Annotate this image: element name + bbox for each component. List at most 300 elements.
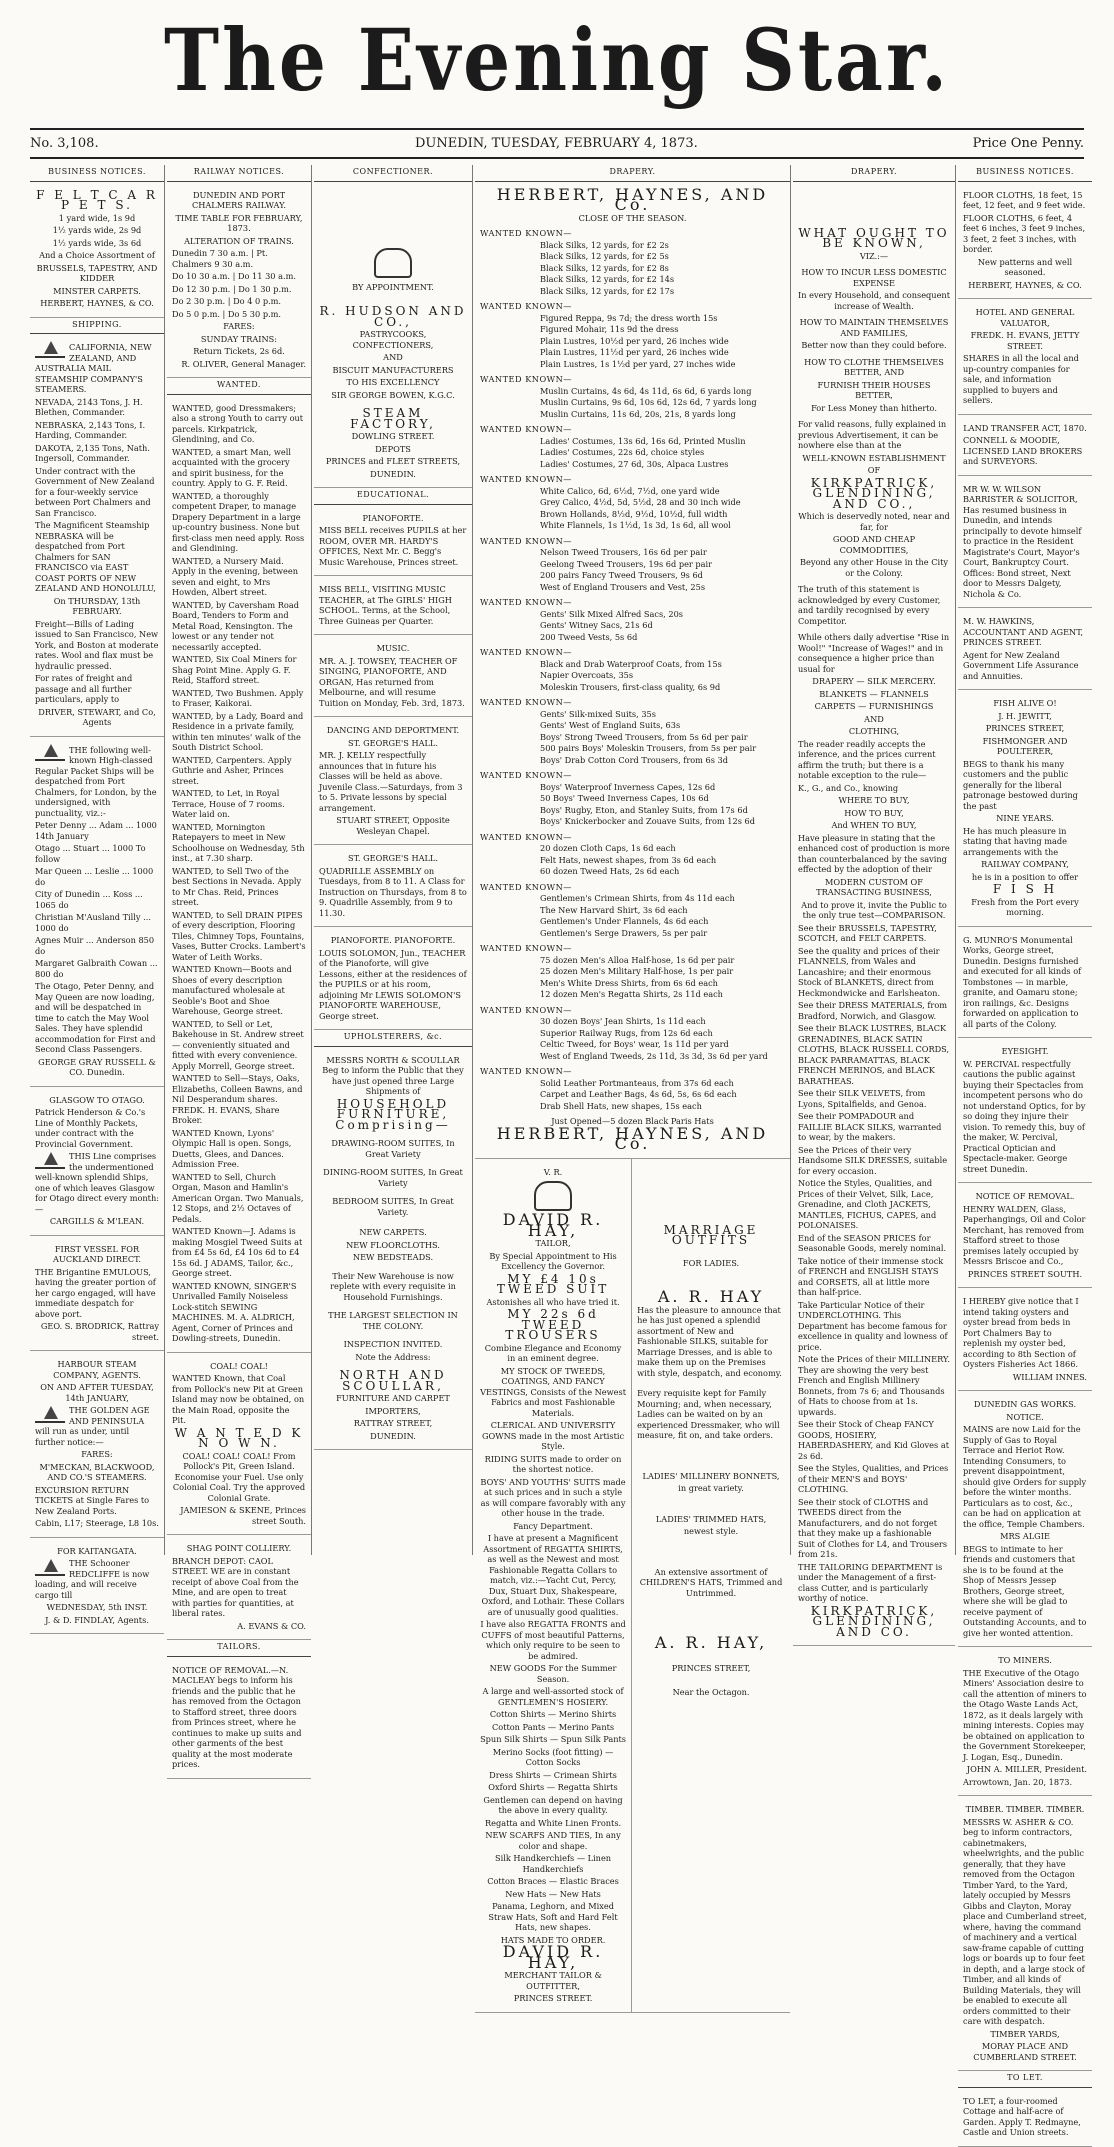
ad-title: PIANOFORTE. bbox=[362, 512, 424, 523]
table-row: Agnes Muir ... Anderson 850 do bbox=[35, 935, 155, 956]
ad-body: He has much pleasure in stating that having made arrangements with the bbox=[963, 825, 1067, 857]
ad-body: MESSRS W. ASHER & CO. beg to inform contractors, cabinetmakers, wheelwrights, and the public generally, that they have removed from the Octagon Timber Yard, to the Yard, lately occupied by Messrs Gibbs and Clayton, Moray place and Cumberland street, where, having the command of machinery and a vertical saw-frame capable of cutting logs or boards up to four feet in depth, and a large stock of Timber, and all kinds of Building Materials, they will be enabled to execute all orders committed to their care with despatch. bbox=[963, 1816, 1087, 2026]
ad-signature: GEORGE GRAY RUSSELL & CO. Dunedin. bbox=[38, 1056, 156, 1077]
ad-line: PASTRYCOOKS, CONFECTIONERS, bbox=[352, 329, 434, 350]
kaitangata-ad bbox=[30, 1538, 164, 1635]
item-line: Superior Railway Rugs, from 12s 6d each bbox=[540, 1027, 713, 1038]
ad-body: QUADRILLE ASSEMBLY on Tuesdays, from 8 to 11. A Class for Instruction on Thursdays, from 8 to 9. Quadrille Assembly, from 9 to 11.30. bbox=[319, 865, 467, 918]
item-line: Muslin Curtains, 4s 6d, 4s 11d, 6s 6d, 6 yards long bbox=[540, 385, 752, 396]
ad-line: RATTRAY STREET, bbox=[353, 1418, 433, 1428]
wanted-item: WANTED, to Let, in Royal Terrace, House of 7 rooms. Water laid on. bbox=[172, 788, 285, 819]
ad-body: CONNELL & MOODIE, LICENSED LAND BROKERS and SURVEYORS. bbox=[963, 435, 1083, 466]
ad-body: For rates of freight and passage and all further particulars, apply to bbox=[35, 673, 133, 704]
item-line: Muslin Curtains, 11s 6d, 20s, 21s, 8 yards long bbox=[540, 408, 736, 419]
ad-line: PRINCES STREET, bbox=[671, 1662, 751, 1673]
ad-line: INSPECTION INVITED. bbox=[343, 1339, 443, 1349]
wanted-item: WANTED, Carpenters. Apply Guthrie and Asher, Princes street. bbox=[172, 754, 292, 786]
wanted-known-block bbox=[480, 943, 785, 1000]
table-row: Christian M'Ausland Tilly ... 1000 do bbox=[35, 912, 151, 933]
ad-line: MY 22s 6d TWEED TROUSERS bbox=[505, 1307, 601, 1342]
item-line: Moleskin Trousers, first-class quality, 6s 9d bbox=[540, 681, 721, 692]
item-line: Dress Shirts — Crimean Shirts bbox=[489, 1769, 617, 1780]
item-line: Gents' Witney Sacs, 21s 6d bbox=[540, 620, 653, 630]
ad-line: 1½ yards wide, 2s 9d bbox=[52, 225, 142, 235]
wanted-item: WANTED, a smart Man, well acquainted with the grocery and spirit business, for the country. Apply to G. F. Reid. bbox=[172, 446, 291, 488]
ad-title: F E L T C A R P E T S. bbox=[36, 187, 158, 212]
section-heading: UPHOLSTERERS, &c. bbox=[314, 1030, 472, 1047]
item-line: Boys' Strong Tweed Trousers, from 5s 6d per pair bbox=[540, 731, 748, 742]
item-line: Ladies' Costumes, 22s 6d, choice styles bbox=[540, 447, 705, 457]
item-line: 200 Tweed Vests, 5s 6d bbox=[540, 631, 638, 642]
ad-line: Fresh from the Port every morning. bbox=[971, 896, 1079, 917]
floorcloths-ad bbox=[958, 182, 1092, 300]
see-item: See their Stock of Cheap FANCY GOODS, HOSIERY, HABERDASHERY, and Kid Gloves at 2s 6d. bbox=[798, 1419, 949, 1461]
ad-body: MR. J. KELLY respectfully announces that in future his Classes will be held as above. Juvenile Class.—Saturdays, from 3 to 5. Private lessons by special arrangement. bbox=[319, 750, 463, 813]
wanted-known-block bbox=[480, 301, 785, 369]
ad-line: PRINCES STREET SOUTH. bbox=[967, 1268, 1083, 1279]
ad-body: The Magnificent Steamship NEBRASKA will be despatched from Port Chalmers for SAN FRANCISCO via EAST COAST PORTS OF NEW ZEALAND AND HONOLULU, bbox=[35, 520, 156, 593]
wanted-known-block bbox=[480, 647, 785, 692]
ad-line: And a Choice Assortment of bbox=[39, 250, 155, 260]
ad-line: K., G., and Co., knowing bbox=[798, 782, 899, 793]
see-item: End of the SEASON PRICES for Seasonable Goods, merely nominal. bbox=[798, 1232, 947, 1253]
miners-ad bbox=[958, 1647, 1092, 1796]
wanted-label: WANTED KNOWN— bbox=[480, 831, 572, 842]
item-line: Boys' Rugby, Eton, and Stanley Suits, from 17s 6d bbox=[540, 804, 748, 815]
see-item: Take Particular Notice of their UNDERCLOTHING. This Department has become famous for excellence in quality and lowness of price. bbox=[798, 1299, 948, 1352]
ad-title: DAVID R. HAY, bbox=[502, 1942, 604, 1972]
ad-signature: HERBERT, HAYNES, & CO. bbox=[40, 298, 154, 308]
ad-body: Every requisite kept for Family Mourning; and, when necessary, Ladies can be waited on by an experienced Dressmaker, who will measure, fit on, and take orders. bbox=[637, 1388, 780, 1440]
ad-title: PIANOFORTE. PIANOFORTE. bbox=[330, 935, 456, 945]
see-item: See their SILK VELVETS, from Lyons, Spitalfields, and Genoa. bbox=[798, 1088, 927, 1109]
ad-title: W A N T E D K N O W N. bbox=[174, 1425, 304, 1450]
item-line: Felt Hats, newest shapes, from 3s 6d each bbox=[540, 854, 717, 865]
wanted-label: WANTED KNOWN— bbox=[480, 697, 572, 707]
column-heading: DRAPERY. bbox=[793, 165, 955, 182]
item-line: Silk Handkerchiefs — Linen Handkerchiefs bbox=[495, 1853, 612, 1874]
ad-title: LAND TRANSFER ACT, 1870. bbox=[963, 422, 1087, 433]
ad-subtitle: ON AND AFTER TUESDAY, 14th JANUARY, bbox=[40, 1382, 154, 1403]
ad-line: And to prove it, invite the Public to the only true test—COMPARISON. bbox=[801, 899, 947, 920]
gas-works-ad bbox=[958, 1391, 1092, 1647]
issue-bar bbox=[30, 132, 1084, 154]
ad-line: DOWLING STREET. bbox=[351, 431, 435, 441]
walden-ad bbox=[958, 1183, 1092, 1288]
ad-title: CALIFORNIA, NEW ZEALAND, AND AUSTRALIA MAIL STEAMSHIP COMPANY'S STEAMERS. bbox=[35, 342, 152, 394]
ad-line: FISHMONGER AND POULTERER, bbox=[982, 735, 1068, 756]
ad-title: HERBERT, HAYNES, AND Co. bbox=[496, 184, 769, 214]
ad-line: F I S H bbox=[992, 882, 1058, 896]
item-line: Napier Overcoats, 35s bbox=[540, 670, 634, 680]
ad-subtitle: ALTERATION OF TRAINS. bbox=[184, 235, 294, 246]
wanted-item: WANTED, to Sell or Let, Bakehouse in St. Andrew street — conveniently situated and fitted with every convenience. Apply Morrell, George street. bbox=[172, 1018, 304, 1071]
ad-line: CARPETS — FURNISHINGS bbox=[814, 701, 934, 711]
table-row: Margaret Galbraith Cowan ... 800 do bbox=[35, 958, 158, 979]
ad-line: LADIES' TRIMMED HATS, bbox=[655, 1513, 767, 1524]
split-row bbox=[475, 1159, 790, 2013]
ad-line: BRUSSELS, TAPESTRY, AND KIDDER bbox=[36, 262, 158, 283]
item-line: Celtic Tweed, for Boys' wear, 1s 11d per yard bbox=[540, 1039, 729, 1049]
royal-crest-icon bbox=[374, 248, 412, 278]
wanted-known-block bbox=[480, 1005, 785, 1062]
ad-title: MUSIC. bbox=[376, 643, 410, 653]
ad-line: TO HIS EXCELLENCY bbox=[346, 377, 440, 387]
ad-body: THE Schooner REDCLIFFE is now loading, and will receive cargo till bbox=[35, 1558, 150, 1600]
ad-line: Combine Elegance and Economy in an eminent degree. bbox=[484, 1342, 622, 1363]
ship-icon bbox=[35, 1558, 65, 1576]
ad-line: NINE YEARS. bbox=[996, 813, 1054, 823]
wilson-ad bbox=[958, 476, 1092, 609]
music-ad bbox=[314, 635, 472, 717]
innes-ad bbox=[958, 1288, 1092, 1391]
see-item: See their BRUSSELS, TAPESTRY, SCOTCH, and FELT CARPETS. bbox=[798, 922, 937, 943]
ad-body: WANTED Known, that Coal from Pollock's new Pit at Green Island may now be obtained, on the Main Road, opposite the Pit. bbox=[172, 1373, 305, 1425]
ad-body: W. PERCIVAL respectfully cautions the public against buying their Spectacles from incompetent persons who do not understand Optics, for by so doing they injure their vision. To remedy this, buy of the maker, W. Percival, Practical Optician and Spectacle-maker. George street Dunedin. bbox=[963, 1058, 1086, 1174]
royal-crest-icon bbox=[534, 1181, 572, 1211]
ad-title: DUNEDIN AND PORT CHALMERS RAILWAY. bbox=[191, 189, 287, 210]
item-line: Black Silks, 12 yards, for £2 8s bbox=[540, 262, 669, 273]
north-scoullar-ad bbox=[314, 1047, 472, 1451]
ad-subtitle: HATS MADE TO ORDER. bbox=[500, 1934, 606, 1945]
item-line: Gentlemen's Serge Drawers, 5s per pair bbox=[540, 927, 708, 938]
item-line: Ladies' Costumes, 27 6d, 30s, Alpaca Lustres bbox=[540, 458, 729, 469]
ad-signature: JOHN A. MILLER, President. bbox=[966, 1764, 1087, 1774]
column-heading: BUSINESS NOTICES. bbox=[30, 165, 164, 182]
ad-line: Near the Octagon. bbox=[672, 1687, 750, 1697]
timetable-row: Do 5 0 p.m. | Do 5 30 p.m. bbox=[172, 308, 282, 319]
table-row: City of Dunedin ... Koss ... 1065 do bbox=[35, 889, 143, 910]
ad-body: I have also REGATTA FRONTS and CUFFS of most beautiful Patterns, which only require to be seen to be admired. bbox=[480, 1619, 626, 1661]
wanted-item: WANTED Known—J. Adams is making Mosgiel Tweed Suits at from £4 5s 6d, £4 10s 6d to £4 15s 6d. J ADAMS, Tailor, &c., George street. bbox=[172, 1226, 303, 1278]
ad-line: PRINCES and FLEET STREETS, bbox=[325, 456, 461, 466]
ad-body: CLERICAL AND UNIVERSITY GOWNS made in the most Artistic Style. bbox=[481, 1420, 625, 1451]
newspaper-title: The Evening Star. bbox=[164, 11, 950, 111]
ad-subtitle: BY APPOINTMENT. bbox=[352, 281, 434, 292]
timetable-row: Do 2 30 p.m. | Do 4 0 p.m. bbox=[172, 296, 282, 306]
ad-line: RAILWAY COMPANY, bbox=[981, 859, 1069, 869]
ad-body: M. W. HAWKINS, ACCOUNTANT AND AGENT, PRINCES STREET. bbox=[963, 616, 1084, 647]
timetable-row: Do 12 30 p.m. | Do 1 30 p.m. bbox=[172, 283, 292, 294]
ad-signature: HERBERT, HAYNES, & CO. bbox=[968, 279, 1082, 290]
ad-line: FURNITURE AND CARPET bbox=[336, 1393, 450, 1403]
item-line: Black Silks, 12 yards, for £2 14s bbox=[540, 274, 675, 284]
item-line: The New Harvard Shirt, 3s 6d each bbox=[540, 904, 688, 915]
ad-body: BEGS to intimate to her friends and customers that she is to be found at the Shop of Messrs Jessep Brothers, George street, where she will be glad to receive payment of Outstanding Accounts, and to give her wonted attention. bbox=[963, 1543, 1087, 1638]
ad-body: Have pleasure in stating that the enhanced cost of production is more than counterbalanced by the saving effected by the adoption of their bbox=[798, 832, 950, 874]
ad-body: I HEREBY give notice that I intend taking oysters and oyster bread from beds in Port Chalmers Bay to replenish my oyster bed, according to 8th Section of Oysters Fisheries Act 1866. bbox=[963, 1296, 1079, 1369]
item-line: Men's White Dress Shirts, from 6s 6d each bbox=[540, 977, 718, 988]
see-item: Note the Prices of their MILLINERY. They are showing the very best French and English Millinery Bonnets, from 7s 6; and Thousands of Hats to choose from at 1s. upwards. bbox=[798, 1354, 950, 1417]
ship-icon bbox=[35, 743, 65, 761]
column-heading: BUSINESS NOTICES. bbox=[958, 165, 1092, 182]
ad-line: NEW FLOORCLOTHS. bbox=[346, 1239, 440, 1250]
price: Price One Penny. bbox=[972, 136, 1084, 151]
ad-body: NEW SCARFS AND TIES, In any color and shape. bbox=[485, 1830, 621, 1851]
column-drapery-kirkpatrick bbox=[793, 165, 956, 1639]
ad-line: OF bbox=[867, 465, 881, 475]
dancing-ad bbox=[314, 717, 472, 845]
ad-line: Note the Address: bbox=[355, 1351, 431, 1362]
item-line: Oxford Shirts — Regatta Shirts bbox=[488, 1782, 618, 1792]
ad-body: Regatta and White Linen Fronts. bbox=[484, 1817, 622, 1828]
dateline: DUNEDIN, TUESDAY, FEBRUARY 4, 1873. bbox=[415, 136, 698, 151]
ad-title: HOUSEHOLD FURNITURE, Comprising— bbox=[335, 1096, 451, 1132]
see-item: See the quality and prices of their FLANNELS, from Wales and Lancashire; and their enormous Stock of BLANKETS, direct from Heckmondwicke and Earlsheaton. bbox=[798, 945, 941, 998]
item-line: Grey Calico, 4½d, 5d, 5½d, 28 and 30 inch wide bbox=[540, 497, 741, 507]
ship-icon bbox=[35, 1151, 65, 1169]
ad-line: HOW TO INCUR LESS DOMESTIC EXPENSE bbox=[801, 267, 947, 288]
item-line: Black Silks, 12 yards, for £2 17s bbox=[540, 285, 675, 296]
ad-line: Astonishes all who have tried it. bbox=[486, 1296, 620, 1307]
wanted-label: WANTED KNOWN— bbox=[480, 647, 572, 657]
ad-body: THIS Line comprises the undermentioned well-known splendid Ships, one of which leaves Glasgow for Otago direct every month:— bbox=[35, 1151, 159, 1214]
wanted-item: WANTED Known—Boots and Shoes of every description manufactured wholesale at Seoble's Boot and Shoe Warehouse, George street. bbox=[172, 964, 292, 1016]
item-line: Figured Mohair, 11s 9d the dress bbox=[540, 324, 679, 334]
ad-body: MR W. W. WILSON BARRISTER & SOLICITOR, Has resumed business in Dunedin, and intends principally to devote himself to practice in the Resident Magistrate's Court, Mayor's Court, Bankruptcy Court. Offices: Bond street, Next door to Messrs Dalgety, Nichola & Co. bbox=[963, 483, 1082, 599]
wanted-known-block bbox=[480, 697, 785, 765]
ar-hay-ad bbox=[632, 1159, 790, 2013]
ad-body: For valid reasons, fully explained in previous Advertisement, it can be nowhere else than at the bbox=[798, 419, 947, 450]
ad-line: DRAWING-ROOM SUITES, In Great Variety bbox=[331, 1138, 455, 1159]
ad-body: STUART STREET, Opposite Wesleyan Chapel. bbox=[336, 815, 450, 836]
timetable-row: Do 10 30 a.m. | Do 11 30 a.m. bbox=[172, 271, 296, 281]
column-heading: RAILWAY NOTICES. bbox=[167, 165, 311, 182]
ad-line: newest style. bbox=[683, 1526, 739, 1536]
ad-line: HOW TO BUY, bbox=[844, 807, 904, 818]
item-line: Gentlemen's Under Flannels, 4s 6d each bbox=[540, 916, 709, 926]
wanted-item: WANTED, a Nursery Maid. Apply in the evening, between seven and eight, to Mrs Howden, Albert street. bbox=[172, 555, 299, 597]
wanted-item: WANTED, Six Coal Miners for Shag Point Mine. Apply G. F. Reid, Stafford street. bbox=[172, 654, 297, 685]
ad-title: MRS ALGIE bbox=[1000, 1531, 1050, 1541]
wanted-known-block bbox=[480, 228, 785, 296]
wanted-item: WANTED to Sell—Stays, Oaks, Elizabeths, Colleen Bawns, and Nil Desperandum shares. FREDK. H. EVANS, Share Broker. bbox=[172, 1073, 303, 1125]
item-line: Gents' Silk-mixed Suits, 35s bbox=[540, 708, 656, 719]
ad-title: TIMBER. TIMBER. TIMBER. bbox=[965, 1804, 1085, 1814]
ad-body: FLOOR CLOTHS, 18 feet, 15 feet, 12 feet, and 9 feet wide. bbox=[963, 189, 1086, 210]
item-line: Cotton Shirts — Merino Shirts bbox=[489, 1709, 617, 1719]
ad-body: The Otago, Peter Denny, and May Queen are now loading, and will be despatched in time to catch the May Wool Sales. They have splendid accommodation for First and Second Class Passengers. bbox=[35, 981, 156, 1054]
ad-subtitle: ST. GEORGE'S HALL. bbox=[348, 737, 438, 748]
see-item: See their POMPADOUR and FAILLIE BLACK SILKS, warranted to wear, by the makers. bbox=[798, 1111, 942, 1142]
wanted-label: WANTED KNOWN— bbox=[480, 474, 572, 484]
column-confectioner-educational bbox=[314, 165, 473, 1555]
ad-body: Has the pleasure to announce that he has just opened a splendid assortment of New and Fashionable SILKS, suitable for Marriage Dresses, and is able to make them up on the Premises with style, despatch, and economy. bbox=[637, 1304, 782, 1378]
ad-line: MY £4 10s TWEED SUIT bbox=[496, 1271, 610, 1296]
ad-body: THE GOLDEN AGE AND PENINSULA will run as under, until further notice:— bbox=[35, 1405, 150, 1447]
ad-line: DINING-ROOM SUITES, In Great Variety bbox=[323, 1167, 463, 1188]
ad-line: HOW TO CLOTHE THEMSELVES BETTER, AND bbox=[804, 356, 944, 377]
column-heading: DRAPERY. bbox=[475, 165, 790, 182]
ad-date: Arrowtown, Jan. 20, 1873. bbox=[963, 1776, 1073, 1787]
wanted-item: WANTED to Sell, Church Organ, Mason and Hamlin's American Organ. Two Manuals, 12 Stops, and 2½ Octaves of Pedals. bbox=[172, 1171, 304, 1224]
wanted-item: WANTED, by Caversham Road Board, Tenders to Form and Metal Road, Kensington. The lowest or any tender not necessarily accepted. bbox=[172, 599, 299, 652]
ad-line: TAILOR, bbox=[535, 1238, 571, 1248]
ad-line: DEPOTS bbox=[375, 443, 411, 454]
ship-icon bbox=[35, 1405, 65, 1423]
ad-subtitle: NEW GOODS For the Summer Season. bbox=[489, 1663, 617, 1684]
ad-body: Cabin, L17; Steerage, L8 10s. bbox=[35, 1518, 159, 1528]
ad-line: MORAY PLACE AND CUMBERLAND STREET. bbox=[973, 2041, 1077, 2062]
item-line: Plain Lustres, 10½d per yard, 26 inches wide bbox=[540, 335, 729, 346]
ad-line: 1 yard wide, 1s 9d bbox=[58, 212, 136, 223]
herbert-haynes-ad bbox=[475, 182, 790, 1159]
wanted-label: WANTED KNOWN— bbox=[480, 535, 572, 546]
ad-line: WELL-KNOWN ESTABLISHMENT bbox=[802, 452, 946, 463]
item-line: 12 dozen Men's Regatta Shirts, 2s 11d each bbox=[540, 989, 723, 999]
item-line: New Hats — New Hats bbox=[505, 1888, 601, 1899]
wanted-label: WANTED KNOWN— bbox=[480, 770, 572, 780]
item-line: 25 dozen Men's Military Half-hose, 1s per pair bbox=[540, 966, 734, 976]
ad-title: DUNEDIN GAS WORKS. bbox=[973, 1399, 1077, 1409]
ad-line: DUNEDIN. bbox=[370, 1430, 416, 1441]
ad-line: PRINCES STREET. bbox=[513, 1993, 593, 2003]
wanted-label: WANTED KNOWN— bbox=[480, 374, 572, 384]
ad-title: FIRST VESSEL FOR AUCKLAND DIRECT. bbox=[53, 1243, 141, 1264]
ad-line: BLANKETS — FLANNELS bbox=[819, 688, 929, 699]
item-line: Black Silks, 12 yards, for £2 2s bbox=[540, 239, 669, 250]
table-row: Peter Denny ... Adam ... 1000 14th January bbox=[35, 820, 157, 841]
david-hay-ad bbox=[475, 1159, 632, 2013]
ad-line: DRAPERY — SILK MERCERY. bbox=[812, 676, 936, 686]
ad-title: ST. GEORGE'S HALL. bbox=[348, 853, 438, 863]
ad-signature: A. EVANS & CO. bbox=[237, 1620, 306, 1631]
ad-title: R. HUDSON AND CO., bbox=[319, 304, 467, 329]
ad-line: WHERE TO BUY, bbox=[838, 795, 910, 805]
wanted-known-block bbox=[480, 770, 785, 827]
ad-body: Agent for New Zealand Government Life Assurance and Annuities. bbox=[963, 649, 1079, 681]
ad-body: The reader readily accepts the inference, and the prices current affirm the truth; but there is a notable exception to the rule— bbox=[798, 738, 936, 780]
see-item: Take notice of their immense stock of FRENCH and ENGLISH STAYS and CORSETS, all at little more than half-price. bbox=[798, 1255, 944, 1297]
ad-body: While others daily advertise "Rise in Wool!" "Increase of Wages!" and in consequence a higher price than usual for bbox=[798, 632, 950, 674]
ad-title: WHAT OUGHT TO BE KNOWN, bbox=[798, 225, 950, 250]
masthead bbox=[0, 0, 1114, 122]
wanted-label: WANTED KNOWN— bbox=[480, 881, 572, 892]
ad-subtitle: FOR LADIES. bbox=[682, 1257, 740, 1268]
ad-title: TO MINERS. bbox=[998, 1655, 1052, 1665]
ad-title: MARRIAGE OUTFITS bbox=[663, 1222, 759, 1247]
ad-body: MESSRS NORTH & SCOULLAR Beg to inform the Public that they have just opened three Large Shipments of bbox=[322, 1054, 464, 1096]
wanted-item: WANTED, to Sell Two of the best Sections in Nevada. Apply to Mr Chas. Reid, Princes street. bbox=[172, 865, 302, 907]
item-line: Boys' Drab Cotton Cord Trousers, from 6s 3d bbox=[540, 754, 729, 765]
column-business-notices bbox=[958, 165, 1092, 2137]
wanted-known-block bbox=[480, 832, 785, 877]
ad-line: In every Household, and consequent increase of Wealth. bbox=[798, 290, 950, 311]
ad-body: BOYS' AND YOUTHS' SUITS made at such prices and in such a style as will compare favorably with any other house in the trade. bbox=[480, 1476, 626, 1518]
item-line: Plain Lustres, 11½d per yard, 26 inches wide bbox=[540, 347, 729, 357]
ad-line: AND bbox=[864, 713, 884, 724]
ad-body: BEGS to thank his many customers and the public generally for the liberal patronage bestowed during the past bbox=[963, 758, 1078, 811]
table-row: Mar Queen ... Leslie ... 1000 do bbox=[35, 866, 154, 887]
ad-line: MINSTER CARPETS. bbox=[53, 285, 141, 296]
wanted-item: WANTED KNOWN, SINGER'S Unrivalled Family Noiseless Lock-stitch SEWING MACHINES. M. A. ALDRICH, Agent, Corner of Princes and Dowling-streets, Dunedin. bbox=[172, 1280, 297, 1343]
item-line: Gentlemen's Crimean Shirts, from 4s 11d each bbox=[540, 893, 735, 903]
wanted-known-block bbox=[480, 474, 785, 531]
item-line: Gents' West of England Suits, 63s bbox=[540, 720, 681, 730]
ad-title: SHAG POINT COLLIERY. bbox=[186, 1543, 292, 1553]
ad-subtitle: SUNDAY TRAINS: bbox=[200, 333, 278, 344]
ad-line: CLOTHING, bbox=[848, 726, 900, 736]
ad-signature: CARGILLS & M'LEAN. bbox=[49, 1216, 145, 1226]
ad-body: MISS BELL receives PUPILS at her ROOM, OVER MR. HARDY'S OFFICES, Next Mr. C. Begg's Music Warehouse, Princes street. bbox=[319, 525, 467, 567]
hawkins-ad bbox=[958, 608, 1092, 690]
item-line: Merino Socks (foot fitting) — Cotton Socks bbox=[492, 1746, 614, 1767]
item-line: 200 pairs Fancy Tweed Trousers, 9s 6d bbox=[540, 570, 703, 580]
see-item: See the Styles, Qualities, and Prices of their MEN'S and BOYS' CLOTHING. bbox=[798, 1463, 949, 1494]
column-business-shipping bbox=[30, 165, 165, 1625]
ad-signature: KIRKPATRICK, GLENDINING, AND CO. bbox=[810, 1603, 938, 1639]
ad-line: DAKOTA, 2,135 Tons, Nath. Ingersoll, Commander. bbox=[35, 442, 150, 463]
ad-line: NEVADA, 2143 Tons, J. H. Blethen, Commander. bbox=[35, 396, 143, 417]
railway-ad bbox=[167, 182, 311, 379]
ad-body: FLOOR CLOTHS, 6 feet, 4 feet 6 inches, 3 feet 9 inches, 3 feet, 2 feet 3 inches, with border. bbox=[963, 212, 1086, 254]
item-line: Figured Reppa, 9s 7d; the dress worth 15s bbox=[540, 312, 718, 323]
ad-subtitle: Fancy Department. bbox=[513, 1520, 593, 1531]
ad-signature: R. OLIVER, General Manager. bbox=[181, 358, 306, 369]
shag-point-ad bbox=[167, 1535, 311, 1640]
ad-title: A. R. HAY bbox=[657, 1287, 765, 1306]
wanted-known-block bbox=[480, 1066, 785, 1111]
ad-body: SHARES in all the local and up-country companies for sale, and information supplied to buyers and sellers. bbox=[963, 353, 1079, 405]
ad-title: A. R. HAY, bbox=[654, 1633, 768, 1652]
ad-body: An extensive assortment of CHILDREN'S HATS, Trimmed and Untrimmed. bbox=[639, 1566, 783, 1598]
item-line: Geelong Tweed Trousers, 19s 6d per pair bbox=[540, 558, 713, 569]
ad-title: NORTH AND SCOULLAR, bbox=[339, 1368, 447, 1393]
ad-subtitle: TIME TABLE FOR FEBRUARY, 1873. bbox=[175, 212, 303, 233]
ad-line: PRINCES STREET, bbox=[985, 723, 1065, 733]
ad-body: New patterns and well seasoned. bbox=[977, 256, 1073, 277]
wanted-known-block bbox=[480, 882, 785, 939]
ad-body: Just Opened—5 dozen Black Paris Hats bbox=[551, 1116, 714, 1126]
item-line: Spun Silk Shirts — Spun Silk Pants bbox=[480, 1734, 626, 1744]
ad-body: LOUIS SOLOMON, Jun., TEACHER of the Pianoforte, will give Lessons, either at the residences of the PUPILS or at his room, adjoining Mr LEWIS SOLOMON'S PIANOFORTE WAREHOUSE, George street. bbox=[319, 947, 467, 1021]
wanted-item: WANTED Known, Lyons' Olympic Hall is open. Songs, Duetts, Glees, and Dances. Admission Free. bbox=[172, 1127, 292, 1169]
pianoforte-ad bbox=[314, 505, 472, 577]
ad-line: Better now than they could before. bbox=[801, 340, 947, 350]
wanted-label: WANTED KNOWN— bbox=[480, 228, 572, 238]
solomon-ad bbox=[314, 927, 472, 1030]
ad-body: BRANCH DEPOT: CAOL STREET. WE are in constant receipt of above Coal from the Mine, and are open to treat with parties for quantities, at liberal rates. bbox=[172, 1555, 299, 1618]
ad-line: BEDROOM SUITES, In Great Variety. bbox=[332, 1196, 454, 1217]
ad-line: Beyond any other House in the City or the Colony. bbox=[799, 557, 949, 578]
ad-line: in great variety. bbox=[678, 1483, 744, 1493]
item-line: Carpet and Leather Bags, 4s 6d, 5s, 6s 6d each bbox=[540, 1089, 737, 1099]
ad-line: HOW TO MAINTAIN THEMSELVES AND FAMILIES, bbox=[799, 317, 949, 338]
wanted-label: WANTED KNOWN— bbox=[480, 424, 572, 434]
wanted-item: WANTED, Mornington Ratepayers to meet in New Schoolhouse on Wednesday, 5th inst., at 7.30 sharp. bbox=[172, 821, 305, 863]
ad-body: Gentlemen can depend on having the above in every quality. bbox=[483, 1794, 623, 1815]
ad-signature: J. & D. FINDLAY, Agents. bbox=[45, 1614, 149, 1625]
see-item: See their stock of CLOTHS and TWEEDS direct from the Manufacturers, and do not forget that they make up a fashionable Suit of Clothes for L4, and Trousers from 21s. bbox=[798, 1496, 948, 1559]
item-line: 30 dozen Boys' Jean Shirts, 1s 11d each bbox=[540, 1016, 706, 1026]
ad-body: G. MUNRO'S Monumental Works, George street, Dunedin. Designs furnished and executed for all kinds of Tombstones — in marble, granite, and Oamaru stone; iron railings, &c. Designs forwarded on application to all parts of the Colony. bbox=[963, 934, 1082, 1029]
wanted-item: WANTED, by a Lady, Board and Residence in a private family, within ten minutes' walk of the South District School. bbox=[172, 710, 304, 752]
ad-title: GLASGOW TO OTAGO. bbox=[49, 1094, 145, 1105]
tailors-ad bbox=[167, 1657, 311, 1779]
ad-line: MODERN CUSTOM OF TRANSACTING BUSINESS, bbox=[816, 876, 932, 897]
ad-title: TIMBER YARDS, bbox=[990, 2028, 1060, 2039]
item-line: Boys' Knickerbocker and Zouave Suits, from 12s 6d bbox=[540, 816, 755, 826]
ad-line: THE LARGEST SELECTION IN THE COLONY. bbox=[328, 1310, 458, 1331]
wanted-known-block bbox=[480, 536, 785, 593]
item-line: 500 pairs Boys' Moleskin Trousers, from 5s per pair bbox=[540, 743, 757, 753]
wanted-item: WANTED, good Dressmakers; also a strong Youth to carry out parcels. Kirkpatrick, Glendining, and Co. bbox=[172, 402, 304, 444]
kirkpatrick-ad bbox=[793, 182, 955, 1647]
see-item: Notice the Styles, Qualities, and Prices of their Velvet, Silk, Lace, Grenadine, and Cloth JACKETS, MANTLES, FICHUS, CAPES, and POLONAISES. bbox=[798, 1178, 937, 1230]
ad-line: DUNEDIN. bbox=[370, 468, 416, 479]
issue-number: No. 3,108. bbox=[30, 136, 99, 151]
section-heading: WANTED. bbox=[167, 378, 311, 395]
